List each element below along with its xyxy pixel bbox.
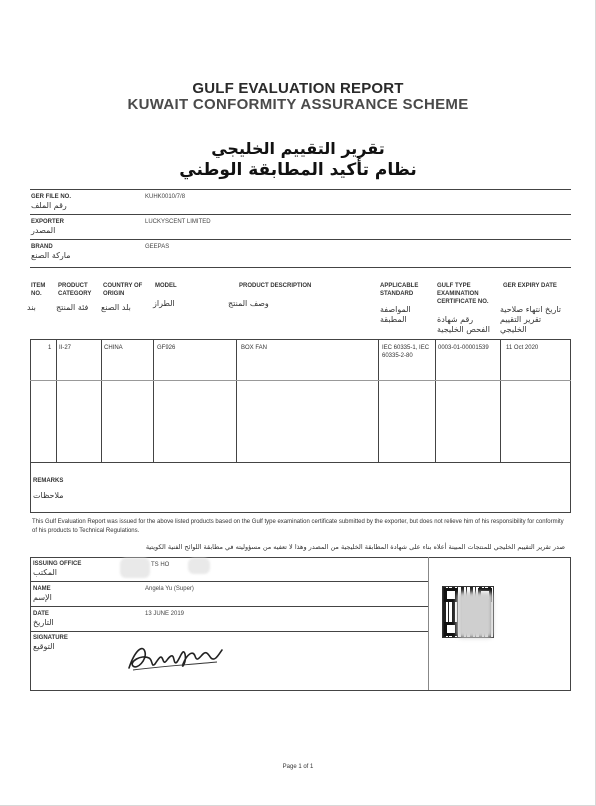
grid-line [236,339,237,462]
col-certificate-ar: رقم شهادة الفحص الخليجية [437,315,490,334]
grid-line [428,557,429,690]
redacted-blur [120,558,150,578]
disclaimer-text: This Gulf Evaluation Report was issued for the above listed products based on the Gulf type examination certificate submitted by the exporter, but does not relieve him of his responsibility for conformity of his products to Technical Regulations. [32,519,564,534]
table-cell-standard: IEC 60335-1, IEC 60335-2-80 [382,345,430,359]
table-cell-category: II-27 [59,345,72,351]
table-cell-item: 1 [48,345,52,351]
report-subtitle: KUWAIT CONFORMITY ASSURANCE SCHEME [127,96,469,113]
col-product-category: PRODUCT CATEGORY [58,283,92,297]
brand-label-ar: ماركة الصنع [31,251,71,260]
divider [30,690,571,691]
handwritten-signature [125,640,225,674]
report-title: GULF EVALUATION REPORT [192,80,404,97]
divider [30,581,428,582]
col-country-ar: بلد الصنع [101,303,131,312]
date-label-ar: التاريخ [33,618,54,627]
divider [30,557,571,558]
qr-finder [444,622,458,636]
grid-line [570,339,571,462]
grid-line [56,339,57,462]
table-cell-country: CHINA [104,345,123,351]
file-no-label-ar: رقم الملف [31,201,67,210]
grid-line [570,462,571,512]
table-cell-expiry: 11 Oct 2020 [506,345,539,351]
report-subtitle-arabic: نظام تأكيد المطابقة الوطني [179,160,417,180]
brand-value: GEEPAS [145,244,170,250]
qr-finder [444,588,458,602]
remarks-label: REMARKS [33,478,64,484]
issuing-office-value: TS HO [151,562,170,568]
table-cell-model: GF926 [157,345,176,351]
col-item: ITEM NO. [31,283,46,297]
disclaimer-text-ar: صدر تقرير التقييم الخليجي للمنتجات المبينة أعلاه بناء على شهادة المطابقة الخليجية من المصدر وهذا لا تعفيه من مسؤوليته في مطابقة اللوائح الفنية الكويتية [145,543,565,551]
grid-line [30,462,31,512]
date-label: DATE [33,611,49,617]
divider [30,267,571,268]
col-standard: APPLICABLE STANDARD [380,283,419,297]
divider [30,189,571,190]
grid-line [30,557,31,690]
col-country: COUNTRY OF ORIGIN [103,283,143,297]
table-cell-certificate: 0003-01-00001539 [438,345,489,351]
redacted-blur [457,592,493,638]
grid-line [101,339,102,462]
name-label-ar: الإسم [33,593,52,602]
issuing-office-label-ar: المكتب [33,568,57,577]
divider [30,380,571,381]
exporter-value: LUCKYSCENT LIMITED [145,219,211,225]
col-certificate: GULF TYPE EXAMINATION CERTIFICATE NO. [437,283,489,305]
divider [30,606,428,607]
page-number: Page 1 of 1 [282,764,314,770]
divider [30,462,571,463]
brand-label: BRAND [31,244,53,250]
file-no-label: GER FILE NO. [31,194,72,200]
grid-line [378,339,379,462]
signature-label-ar: التوقيع [33,642,55,651]
divider [30,512,571,513]
name-label: NAME [33,586,51,592]
divider [30,631,428,632]
table-cell-description: BOX FAN [241,345,268,351]
redacted-blur [188,558,210,574]
col-model-ar: الطراز [153,299,175,308]
grid-line [435,339,436,462]
divider [30,214,571,215]
date-value: 13 JUNE 2019 [145,611,185,617]
exporter-label-ar: المصدر [31,226,56,235]
report-title-arabic: تقرير التقييم الخليجي [211,139,385,158]
grid-line [30,339,31,462]
col-expiry-ar: تاريخ انتهاء صلاحية تقرير التقييم الخليجي [500,305,561,334]
col-standard-ar: المواصفة المطبقة [380,305,411,324]
grid-line [153,339,154,462]
exporter-label: EXPORTER [31,219,65,225]
issuing-office-label: ISSUING OFFICE [33,561,82,567]
col-product-category-ar: فئة المنتج [56,303,89,312]
name-value: Angela Yu (Super) [145,586,194,592]
divider [30,239,571,240]
col-expiry: GER EXPIRY DATE [503,283,557,289]
signature-label: SIGNATURE [33,635,68,641]
divider [30,339,571,340]
col-item-ar: بند [27,303,36,312]
remarks-label-ar: ملاحظات [33,491,64,500]
grid-line [570,557,571,690]
grid-line [500,339,501,462]
col-model: MODEL [155,283,177,289]
col-description-ar: وصف المنتج [228,299,269,308]
file-no-value: KUHK0010/7/8 [145,194,186,200]
col-description: PRODUCT DESCRIPTION [239,283,312,289]
